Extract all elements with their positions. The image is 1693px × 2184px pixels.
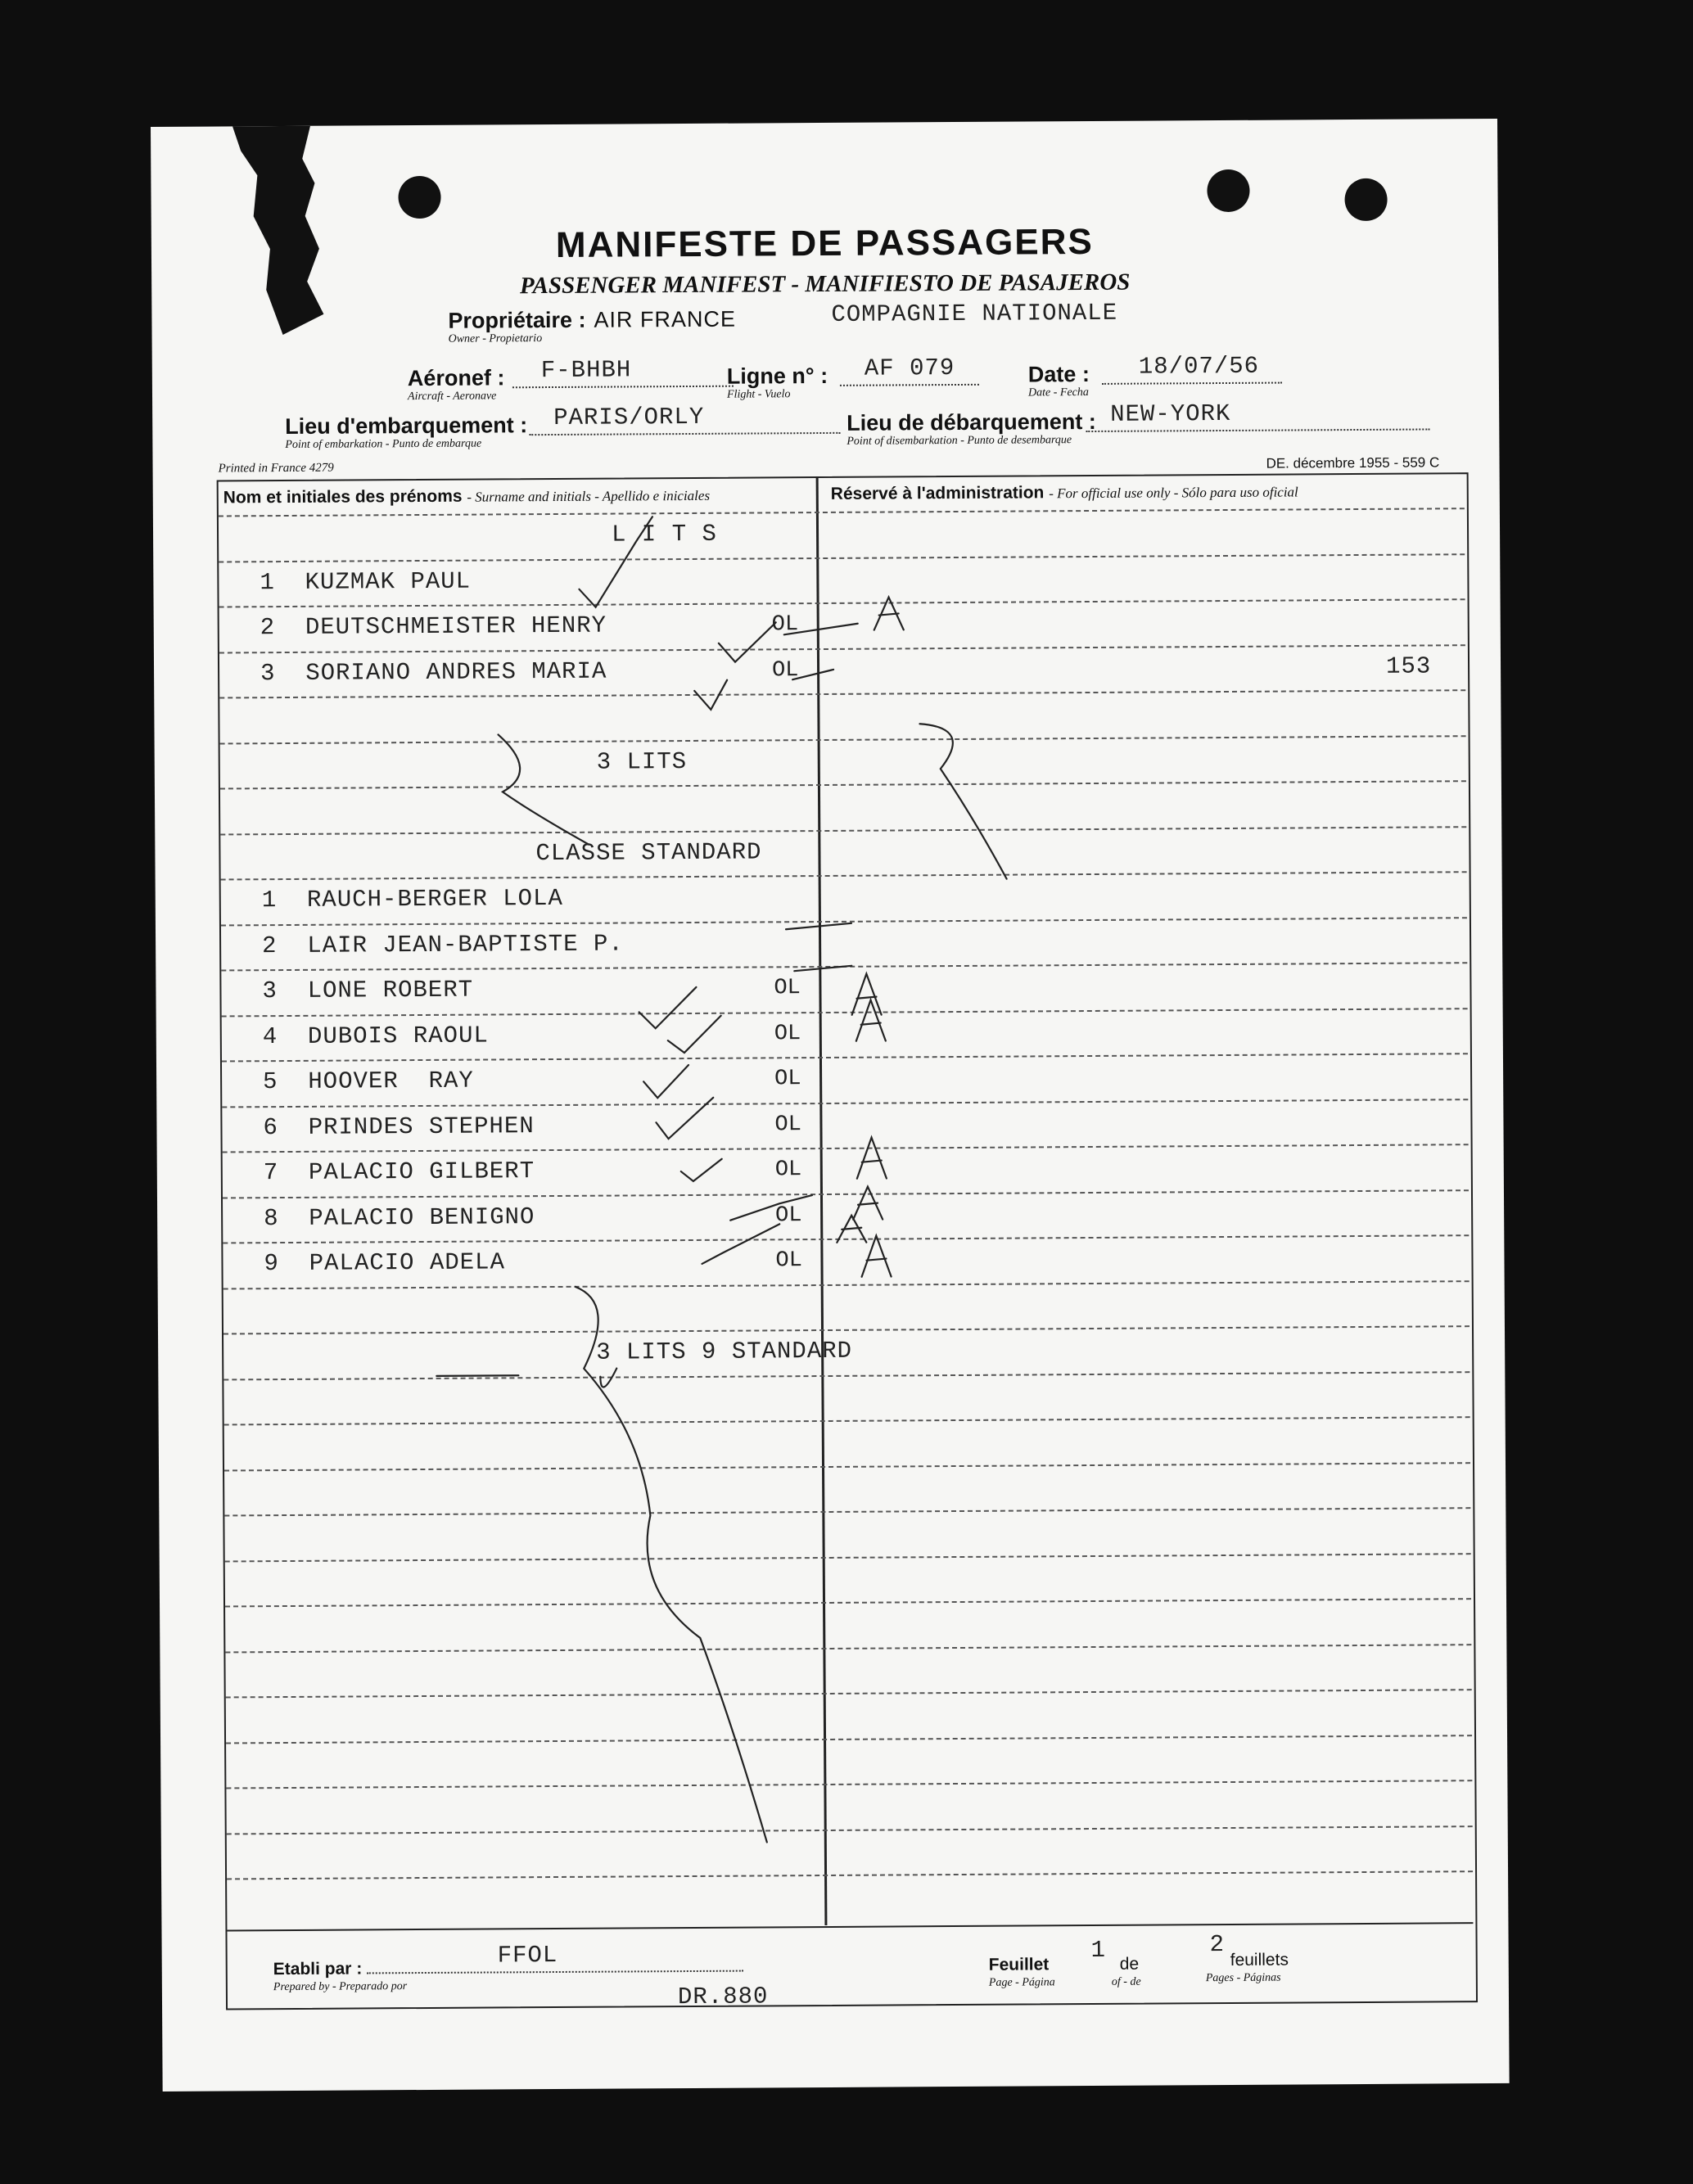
disembark-value: NEW-YORK bbox=[1110, 399, 1231, 428]
punch-hole-mid bbox=[1207, 169, 1249, 212]
margin-number: 153 bbox=[1385, 652, 1432, 680]
disembark-sublabel: Point of disembarkation - Punto de desembarque bbox=[846, 434, 1072, 448]
row-mark: OL bbox=[774, 1021, 801, 1046]
owner-label: Propriétaire : bbox=[448, 307, 586, 333]
row-mark: OL bbox=[771, 612, 799, 638]
date-label: Date : bbox=[1027, 362, 1090, 387]
embark-value: PARIS/ORLY bbox=[553, 403, 705, 431]
passenger-row: 2 DEUTSCHMEISTER HENRY bbox=[260, 611, 607, 642]
sheet-sublabel: Page - Página bbox=[988, 1976, 1055, 1989]
name-column-title: Nom et initiales des prénoms bbox=[223, 486, 463, 508]
aircraft-value: F-BHBH bbox=[540, 356, 632, 385]
passenger-row: 1 KUZMAK PAUL bbox=[260, 567, 472, 596]
sheets-label: feuillets bbox=[1230, 1950, 1289, 1970]
printed-in: Printed in France 4279 bbox=[218, 461, 334, 476]
passenger-row: L I T S bbox=[611, 520, 717, 548]
punch-hole-left bbox=[398, 176, 440, 219]
prepared-value: FFOL bbox=[497, 1942, 558, 1970]
ruled-lines bbox=[151, 119, 1497, 127]
sheet-value: 1 bbox=[1090, 1936, 1107, 1965]
name-column-subtitle: - Surname and initials - Apellido e iniciales bbox=[467, 487, 711, 505]
sheet-label: Feuillet bbox=[988, 1955, 1050, 1974]
embark-sublabel: Point of embarkation - Punto de embarque bbox=[285, 437, 482, 452]
passenger-row: 2 LAIR JEAN-BAPTISTE P. bbox=[262, 929, 624, 959]
form-title: MANIFESTE DE PASSAGERS bbox=[555, 221, 1094, 265]
admin-column-subtitle: - For official use only - Sólo para uso oficial bbox=[1049, 484, 1298, 502]
passenger-row: 8 PALACIO BENIGNO bbox=[264, 1203, 535, 1232]
row-mark: OL bbox=[775, 1203, 802, 1228]
admin-column-header bbox=[831, 481, 1298, 503]
passenger-row: 9 PALACIO ADELA bbox=[264, 1248, 506, 1278]
row-mark: OL bbox=[771, 657, 799, 683]
punch-hole-right bbox=[1344, 178, 1387, 221]
manifest-sheet bbox=[151, 119, 1510, 2091]
passenger-row: 3 LONE ROBERT bbox=[262, 976, 474, 1005]
row-mark: OL bbox=[774, 976, 801, 1001]
prepared-sublabel: Prepared by - Preparado por bbox=[273, 1980, 408, 1994]
form-reference: DE. décembre 1955 - 559 C bbox=[1266, 454, 1440, 472]
owner-printed: AIR FRANCE bbox=[594, 306, 737, 332]
date-value: 18/07/56 bbox=[1138, 352, 1260, 381]
passenger-row: 3 LITS bbox=[596, 747, 688, 776]
owner-sublabel: Owner - Propietario bbox=[448, 332, 543, 345]
total-value: 2 bbox=[1209, 1931, 1226, 1959]
aircraft-label: Aéronef : bbox=[407, 365, 505, 391]
passenger-row: CLASSE STANDARD bbox=[535, 837, 762, 867]
aircraft-sublabel: Aircraft - Aeronave bbox=[407, 390, 497, 404]
flight-value: AF 079 bbox=[864, 354, 955, 382]
row-mark: OL bbox=[774, 1067, 801, 1092]
prepared-label: Etabli par : bbox=[273, 1959, 363, 1979]
passenger-row: 7 PALACIO GILBERT bbox=[263, 1157, 535, 1187]
passenger-row: 3 LITS 9 STANDARD bbox=[596, 1337, 853, 1366]
row-mark: OL bbox=[774, 1157, 802, 1183]
of-sublabel: of - de bbox=[1111, 1975, 1141, 1988]
flight-label: Ligne n° : bbox=[726, 363, 828, 389]
passenger-row: 4 DUBOIS RAOUL bbox=[262, 1021, 489, 1050]
owner-value: COMPAGNIE NATIONALE bbox=[831, 299, 1118, 328]
passenger-row: 3 SORIANO ANDRES MARIA bbox=[260, 657, 607, 687]
disembark-label: Lieu de débarquement : bbox=[846, 408, 1096, 435]
admin-column-title: Réservé à l'administration bbox=[830, 483, 1045, 503]
reference-value: DR.880 bbox=[677, 1983, 769, 2011]
sheets-sublabel: Pages - Páginas bbox=[1205, 1971, 1281, 1985]
embark-label: Lieu d'embarquement : bbox=[285, 413, 528, 440]
of-label: de bbox=[1119, 1954, 1140, 1974]
date-sublabel: Date - Fecha bbox=[1027, 386, 1089, 399]
passenger-row: 6 PRINDES STEPHEN bbox=[263, 1112, 535, 1141]
form-subtitle: PASSENGER MANIFEST - MANIFIESTO DE PASAJEROS bbox=[519, 268, 1131, 300]
row-mark: OL bbox=[774, 1112, 801, 1137]
row-mark: OL bbox=[775, 1248, 802, 1274]
flight-sublabel: Flight - Vuelo bbox=[726, 388, 791, 401]
name-column-header bbox=[223, 485, 710, 508]
passenger-row: 1 RAUCH-BERGER LOLA bbox=[261, 884, 563, 914]
passenger-row: 5 HOOVER RAY bbox=[263, 1067, 474, 1096]
